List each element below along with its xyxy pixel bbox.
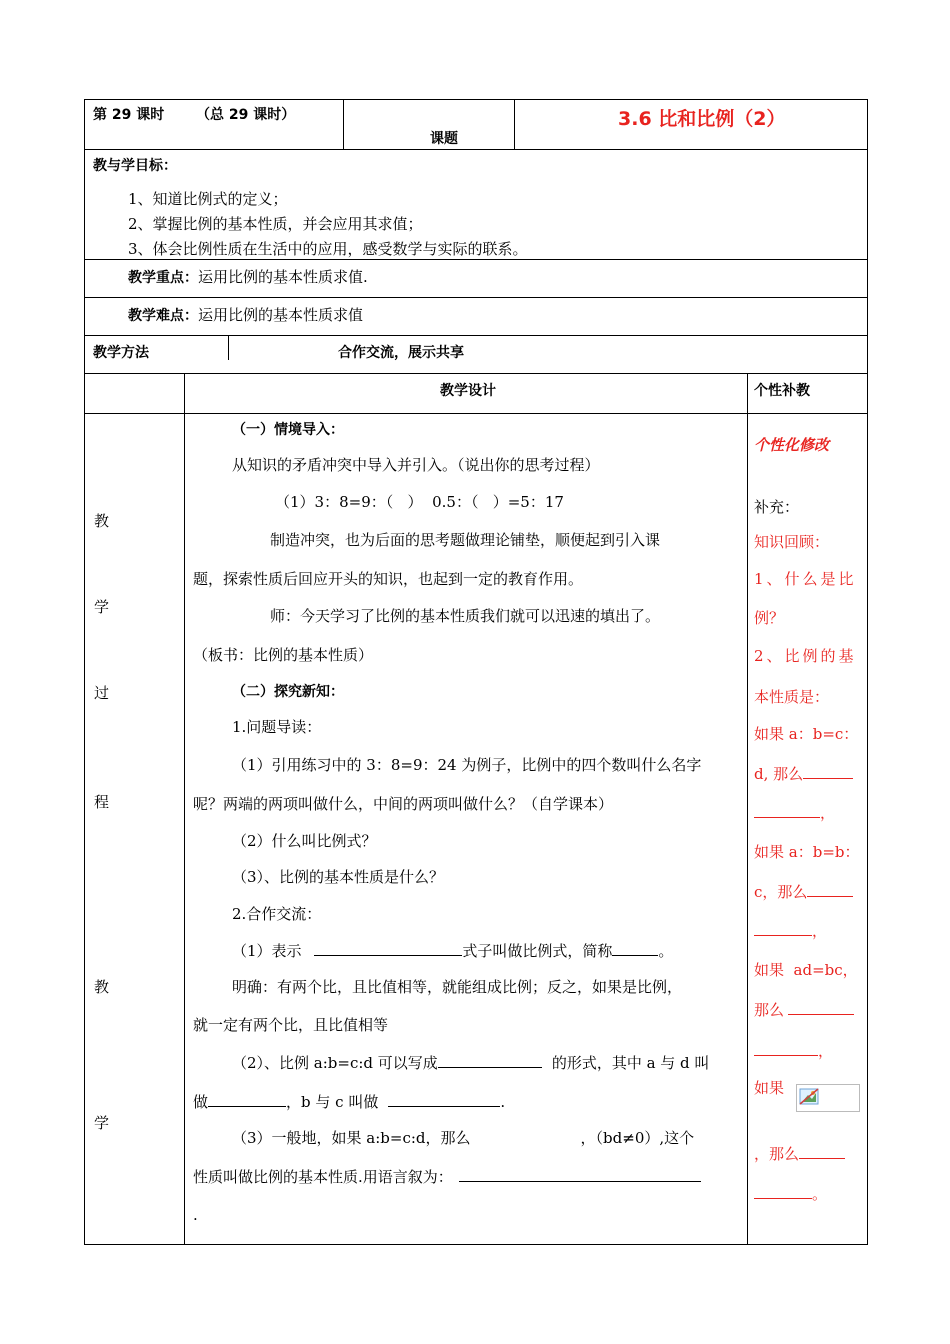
blank-field[interactable]	[314, 941, 462, 956]
process-char: 教	[94, 978, 110, 996]
remedy-header: 个性补教	[754, 383, 810, 399]
key-point-text: 运用比例的基本性质求值.	[198, 268, 368, 286]
objectives-heading: 教与学目标：	[93, 158, 177, 174]
side-blank-line: ，	[754, 802, 835, 823]
blank-field[interactable]	[438, 1053, 542, 1068]
paragraph: 呢？两端的两项叫做什么，中间的两项叫做什么？（自学课本）	[193, 795, 614, 813]
paragraph: （板书：比例的基本性质）	[193, 646, 374, 664]
side-line: 例？	[754, 609, 785, 627]
blank-field[interactable]	[788, 1000, 854, 1015]
method-text: 合作交流，展示共享	[338, 345, 464, 361]
process-char: 学	[94, 1114, 110, 1132]
process-char: 程	[94, 793, 110, 811]
paragraph: 题，探索性质后回应开头的知识，也起到一定的教育作用。	[193, 570, 584, 588]
lesson-title: 3.6 比和比例（2）	[618, 108, 786, 130]
paragraph: （2）什么叫比例式？	[232, 832, 377, 850]
side-line: 2、比例的基	[754, 647, 857, 665]
blank-field[interactable]	[754, 921, 812, 936]
side-title: 个性化修改	[754, 436, 830, 454]
method-label: 教学方法	[93, 345, 149, 361]
side-line: 如果 a：b=c：	[754, 725, 859, 743]
paragraph: 从知识的矛盾冲突中导入并引入。（说出你的思考过程）	[232, 456, 600, 474]
section-explore-title: （二）探究新知：	[232, 684, 344, 700]
topic-label: 课题	[430, 131, 458, 147]
side-line: 1、什么是比	[754, 570, 857, 588]
fill-blank-line: （1）表示 式子叫做比例式，简称 。	[232, 942, 674, 960]
side-line: 如果	[754, 1079, 785, 1097]
key-point	[128, 266, 368, 287]
difficult-point-text: 运用比例的基本性质求值	[198, 306, 364, 324]
side-blank-line: 那么	[754, 999, 854, 1020]
side-line: 本性质是：	[754, 688, 830, 706]
side-blank-line: 。	[754, 1183, 827, 1204]
paragraph: 就一定有两个比，且比值相等	[193, 1016, 389, 1034]
lesson-total: （总 29 课时）	[196, 107, 296, 123]
fill-blank-line: 性质叫做比例的基本性质.用语言叙为：	[193, 1166, 701, 1187]
subheading: 1.问题导读：	[232, 718, 322, 736]
blank-field[interactable]	[807, 882, 853, 897]
paragraph: 制造冲突，也为后面的思考题做理论铺垫，顺便起到引入课	[270, 531, 661, 549]
blank-field[interactable]	[208, 1092, 286, 1107]
blank-field[interactable]	[612, 941, 658, 956]
side-blank-line: ，	[754, 1040, 833, 1061]
blank-field[interactable]	[754, 1041, 818, 1056]
paragraph: （3）、比例的基本性质是什么？	[232, 868, 445, 886]
objective-item: 3、体会比例性质在生活中的应用，感受数学与实际的联系。	[128, 240, 528, 258]
blank-field[interactable]	[459, 1167, 701, 1182]
process-char: 学	[94, 598, 110, 616]
objective-item: 1、知道比例式的定义；	[128, 190, 288, 208]
blank-field[interactable]	[799, 1144, 845, 1159]
section-intro-title: （一）情境导入：	[232, 422, 344, 438]
blank-field[interactable]	[388, 1092, 500, 1107]
design-header: 教学设计	[440, 383, 496, 399]
broken-image-icon	[796, 1084, 860, 1112]
fill-blank-line: 做 ，b 与 c 叫做 .	[193, 1093, 506, 1111]
fill-blank-line: （2）、比例 a:b=c:d 可以写成 的形式，其中 a 与 d 叫	[232, 1054, 710, 1072]
process-char: 教	[94, 512, 110, 530]
difficult-point-label: 教学难点：	[128, 308, 198, 324]
side-review: 知识回顾：	[754, 533, 830, 551]
difficult-point	[128, 304, 363, 325]
side-line: 如果 ad=bc，	[754, 961, 858, 979]
key-point-label: 教学重点：	[128, 270, 198, 286]
side-blank-line: ，	[754, 920, 827, 941]
paragraph: 师：今天学习了比例的基本性质我们就可以迅速的填出了。	[270, 607, 661, 625]
exercise-line: （1）3：8=9：（ ） 0.5：（ ）=5：17	[275, 493, 564, 511]
lesson-number: 第 29 课时	[93, 107, 165, 123]
objective-item: 2、掌握比例的基本性质，并会应用其求值；	[128, 215, 423, 233]
paragraph: 明确：有两个比，且比值相等，就能组成比例；反之，如果是比例，	[232, 978, 683, 996]
side-line: 如果 a：b=b：	[754, 843, 860, 861]
side-blank-line: c，那么	[754, 881, 853, 902]
blank-field[interactable]	[754, 803, 820, 818]
side-supplement: 补充：	[754, 498, 800, 516]
blank-field[interactable]	[803, 764, 853, 779]
side-blank-line: d, 那么	[754, 763, 853, 784]
fill-blank-line: （3）一般地，如果 a:b=c:d，那么 ，（bd≠0）,这个	[232, 1129, 695, 1147]
blank-field[interactable]	[754, 1184, 812, 1199]
subheading: 2.合作交流：	[232, 905, 322, 923]
process-char: 过	[94, 684, 110, 702]
trailing-period: .	[193, 1206, 198, 1224]
paragraph: （1）引用练习中的 3：8=9：24 为例子，比例中的四个数叫什么名字	[232, 756, 702, 774]
side-blank-line: ，那么	[754, 1143, 845, 1164]
